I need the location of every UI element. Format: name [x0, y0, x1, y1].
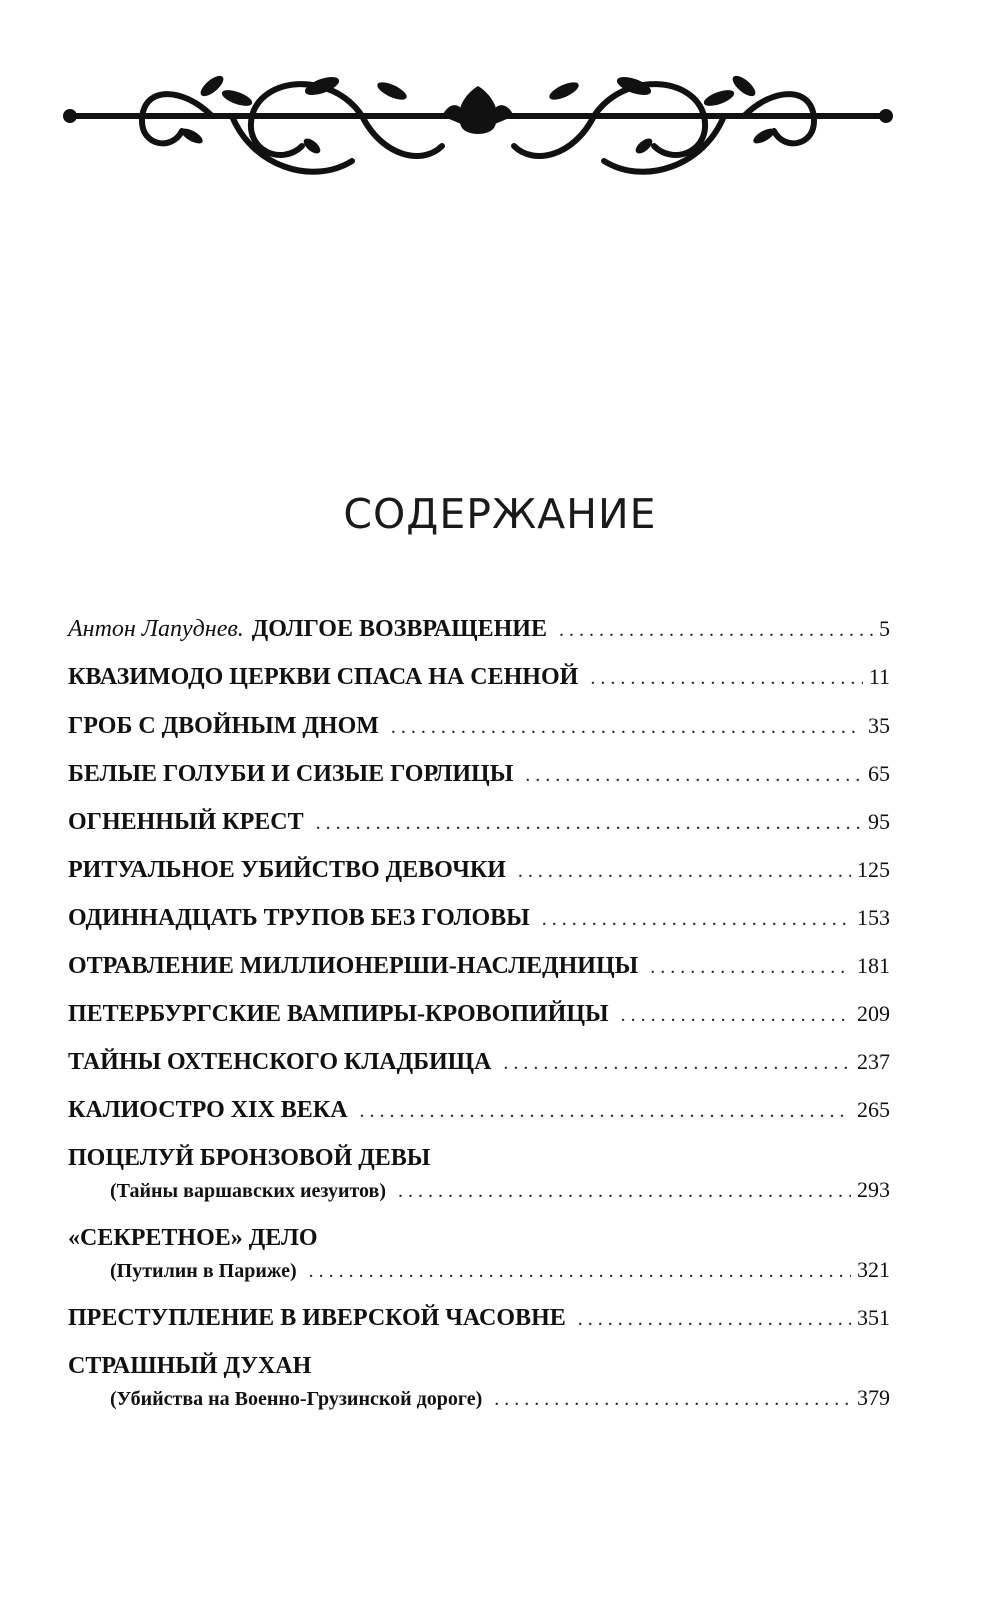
dot-leader [525, 757, 862, 792]
entry-title: ТАЙНЫ ОХТЕНСКОГО КЛАДБИЩА [68, 1049, 492, 1075]
entry-page: 181 [857, 953, 890, 978]
entry-subtitle: (Путилин в Париже) [110, 1260, 297, 1282]
toc-entry [68, 1301, 890, 1335]
toc-entry [68, 853, 890, 887]
entry-page: 321 [857, 1257, 890, 1282]
entry-title: КАЛИОСТРО XIX ВЕКА [68, 1097, 348, 1123]
entry-subtitle: (Тайны варшавских иезуитов) [110, 1180, 387, 1202]
entry-page: 237 [857, 1049, 890, 1074]
toc-entry [68, 1093, 890, 1127]
entry-page: 65 [868, 761, 890, 786]
entry-page: 11 [868, 664, 890, 689]
dot-leader [518, 853, 851, 888]
entry-page: 125 [857, 857, 890, 882]
entry-title: ОТРАВЛЕНИЕ МИЛЛИОНЕРШИ-НАСЛЕДНИЦЫ [68, 953, 639, 979]
floral-divider-icon [62, 66, 894, 188]
page-title: СОДЕРЖАНИЕ [343, 490, 657, 538]
dot-leader [578, 1301, 851, 1336]
entry-title: КВАЗИМОДО ЦЕРКВИ СПАСА НА СЕННОЙ [68, 664, 579, 690]
entry-title: ПОЦЕЛУЙ БРОНЗОВОЙ ДЕВЫ [68, 1145, 431, 1171]
toc-entry [68, 949, 890, 983]
entry-title: СТРАШНЫЙ ДУХАН [68, 1353, 312, 1379]
dot-leader [316, 805, 862, 840]
toc-entry [68, 805, 890, 839]
entry-page: 351 [857, 1305, 890, 1330]
dot-leader [360, 1093, 851, 1128]
entry-title: ОГНЕННЫЙ КРЕСТ [68, 809, 304, 835]
entry-page: 209 [857, 1001, 890, 1026]
entry-subtitle: (Убийства на Военно-Грузинской дороге) [110, 1388, 483, 1410]
dot-leader [503, 1045, 851, 1080]
toc-entry [68, 709, 890, 743]
toc-entry [110, 1381, 890, 1415]
toc-entry [110, 1173, 890, 1207]
entry-title: ПРЕСТУПЛЕНИЕ В ИВЕРСКОЙ ЧАСОВНЕ [68, 1305, 566, 1331]
dot-leader [398, 1174, 851, 1208]
entry-title: ПЕТЕРБУРГСКИЕ ВАМПИРЫ-КРОВОПИЙЦЫ [68, 1001, 609, 1027]
entry-page: 5 [879, 616, 890, 641]
toc-entry [68, 997, 890, 1031]
entry-page: 95 [868, 809, 890, 834]
toc-entry [68, 901, 890, 935]
dot-leader [590, 660, 863, 695]
entry-title: «СЕКРЕТНОЕ» ДЕЛО [68, 1225, 318, 1251]
entry-page: 379 [857, 1385, 890, 1410]
entry-page: 265 [857, 1097, 890, 1122]
dot-leader [650, 949, 851, 984]
dot-leader [542, 901, 851, 936]
entry-title: ДОЛГОЕ ВОЗВРАЩЕНИЕ [251, 616, 547, 642]
entry-title: РИТУАЛЬНОЕ УБИЙСТВО ДЕВОЧКИ [68, 857, 506, 883]
dot-leader [494, 1382, 851, 1416]
dot-leader [391, 709, 862, 744]
dot-leader [621, 997, 851, 1032]
entry-page: 293 [857, 1177, 890, 1202]
entry-author: Антон Лапуднев. [68, 616, 244, 642]
entry-title: ГРОБ С ДВОЙНЫМ ДНОМ [68, 713, 379, 739]
toc-entry [68, 612, 890, 646]
toc-entry [68, 660, 890, 694]
entry-title: БЕЛЫЕ ГОЛУБИ И СИЗЫЕ ГОРЛИЦЫ [68, 761, 514, 787]
toc-entry [68, 1045, 890, 1079]
dot-leader [559, 612, 873, 647]
entry-title: ОДИННАДЦАТЬ ТРУПОВ БЕЗ ГОЛОВЫ [68, 905, 530, 931]
entry-page: 153 [857, 905, 890, 930]
entry-page: 35 [868, 713, 890, 738]
toc-entry [68, 757, 890, 791]
toc-entry [110, 1253, 890, 1287]
dot-leader [309, 1254, 851, 1288]
